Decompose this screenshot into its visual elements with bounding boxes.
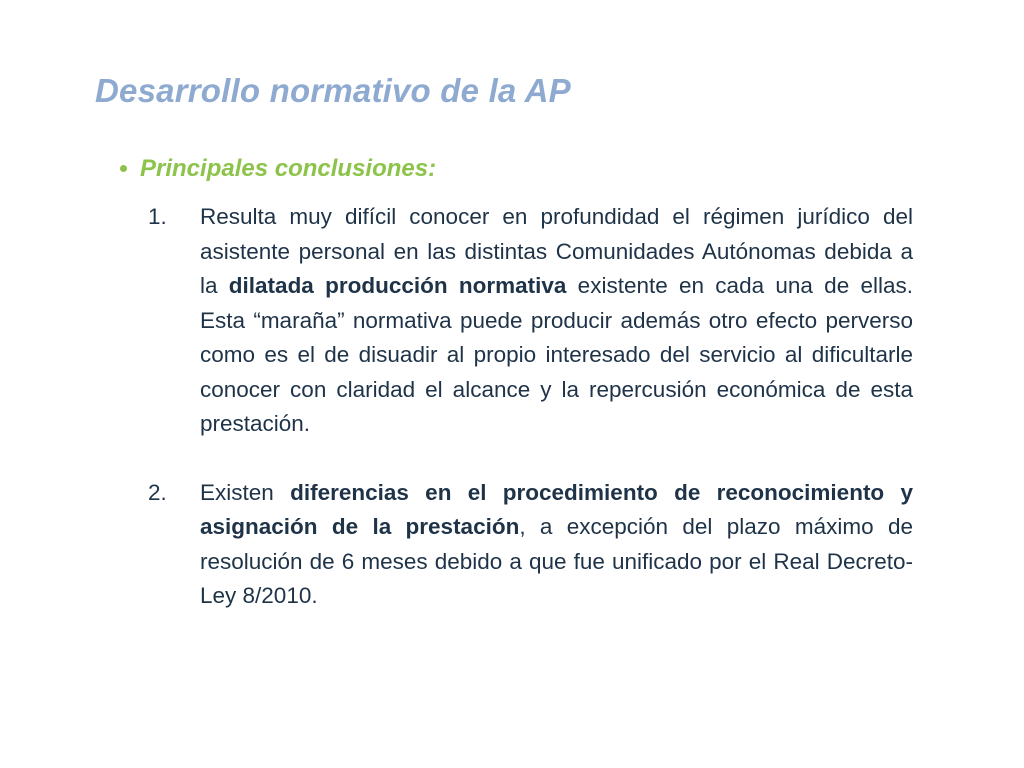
- section-heading: Principales conclusiones:: [140, 155, 437, 182]
- slide-title: Desarrollo normativo de la AP: [95, 72, 571, 109]
- item-text-part: , a excepción del plazo máximo de resolución de 6 meses debido a que fue unificado por el Real Decreto-Ley 8/2010.: [200, 514, 913, 608]
- section-bullet: [120, 155, 436, 183]
- conclusion-item-1: [148, 200, 913, 442]
- item-text-part: Resulta muy difícil conocer en profundidad el régimen jurídico del asistente personal en las distintas Comunidades Autónomas debida a la: [200, 204, 913, 298]
- item-text-emphasis: dilatada producción normativa: [228, 273, 567, 298]
- item-text-part: Existen: [200, 479, 291, 505]
- item-number: 2.: [148, 479, 167, 505]
- item-text: [200, 200, 913, 442]
- item-text-emphasis: diferencias en el procedimiento de reconocimiento y asignación de la prestación: [200, 479, 913, 539]
- item-number: 1.: [148, 204, 167, 229]
- bullet-dot-icon: [120, 165, 127, 172]
- conclusion-item-2: [148, 476, 913, 614]
- item-text: [200, 476, 913, 614]
- conclusions-list: [148, 200, 913, 614]
- item-text-part: existente en cada una de ellas. Esta “maraña” normativa puede producir además otro efecto perverso como es el de disuadir al propio interesado del servicio al dificultarle conocer con claridad el alcance y la repercusión económica de esta prestación.: [200, 273, 914, 436]
